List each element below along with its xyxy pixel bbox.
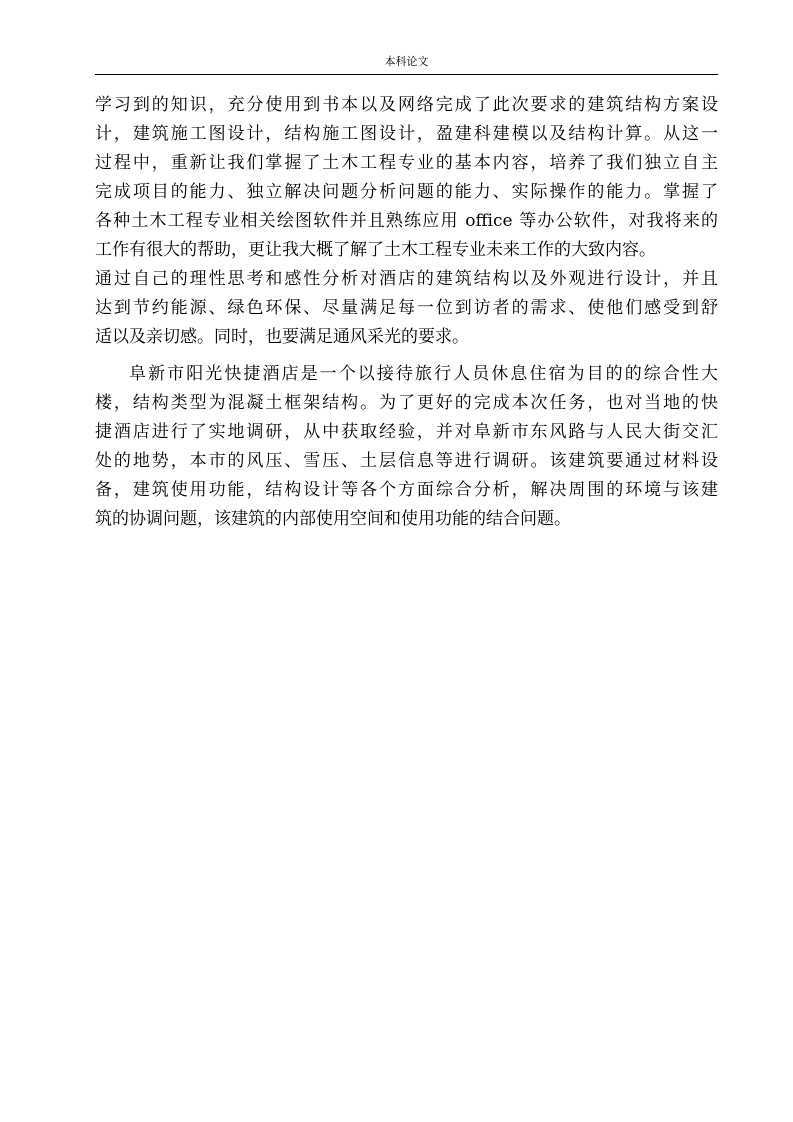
- body-line: 工作有很大的帮助，更让我大概了解了土木工程专业未来工作的大致内容。: [95, 240, 656, 260]
- body-line: 计，建筑施工图设计，结构施工图设计，盈建科建模以及结构计算。从这一: [95, 124, 718, 144]
- body-line: 捷酒店进行了实地调研，从中获取经验，并对阜新市东风路与人民大街交汇: [95, 422, 718, 442]
- body-line: 学习到的知识，充分使用到书本以及网络完成了此次要求的建筑结构方案设: [95, 95, 718, 115]
- body-line: 通过自己的理性思考和感性分析对酒店的建筑结构以及外观进行设计，并且: [95, 269, 718, 289]
- body-line: 楼，结构类型为混凝土框架结构。为了更好的完成本次任务，也对当地的快: [95, 393, 718, 413]
- body-line: 达到节约能源、绿色环保、尽量满足每一位到访者的需求、使他们感受到舒: [95, 298, 718, 318]
- body-line: 完成项目的能力、独立解决问题分析问题的能力、实际操作的能力。掌握了: [95, 182, 718, 202]
- body-line: 阜新市阳光快捷酒店是一个以接待旅行人员休息住宿为目的的综合性大: [129, 364, 718, 384]
- body-line: 各种土木工程专业相关绘图软件并且熟练应用 office 等办公软件，对我将来的: [95, 211, 718, 231]
- body-line: 备，建筑使用功能，结构设计等各个方面综合分析，解决周围的环境与该建: [95, 480, 718, 500]
- body-line: 适以及亲切感。同时，也要满足通风采光的要求。: [95, 327, 469, 347]
- header-title: 本科论文: [384, 55, 429, 68]
- body-line: 处的地势，本市的风压、雪压、土层信息等进行调研。该建筑要通过材料设: [95, 451, 718, 471]
- body-line: 筑的协调问题，该建筑的内部使用空间和使用功能的结合问题。: [95, 509, 571, 529]
- page-header: [95, 54, 718, 75]
- body-line: 过程中，重新让我们掌握了土木工程专业的基本内容，培养了我们独立自主: [95, 153, 718, 173]
